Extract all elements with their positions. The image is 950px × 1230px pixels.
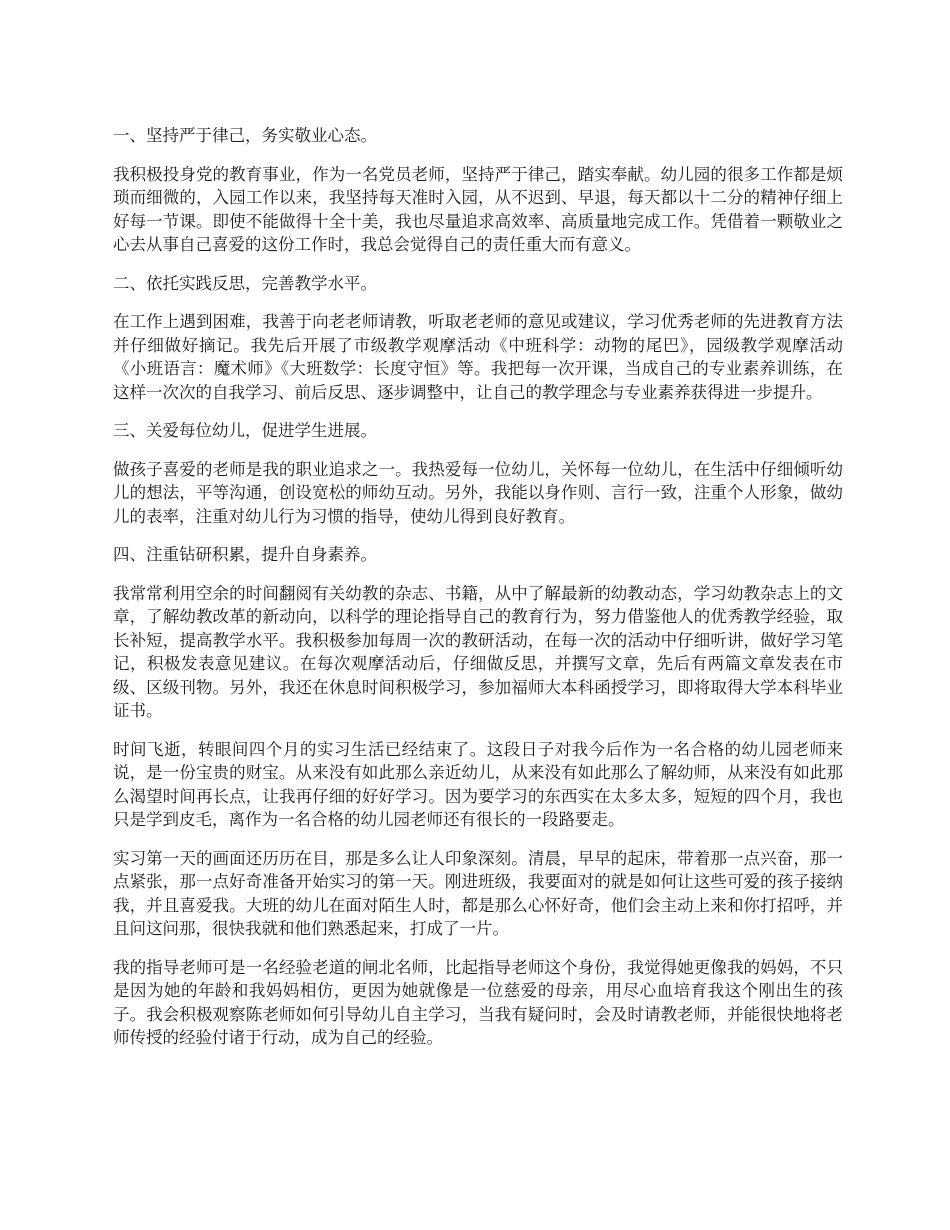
document-body — [113, 124, 843, 1065]
paragraph-first-day: 实习第一天的画面还历历在目，那是多么让人印象深刻。清晨，早早的起床，带着那一点兴奋，那一点紧张，那一点好奇准备开始实习的第一天。刚进班级，我要面对的就是如何让这些可爱的孩子接纳我，并且喜爱我。大班的幼儿在面对陌生人时，都是那么心怀好奇，他们会主动上来和你打招呼，并且问这问那，很快我就和他们熟悉起来，打成了一片。 — [113, 848, 843, 938]
section-heading-3: 三、关爱每位幼儿，促进学生进展。 — [113, 421, 377, 440]
section-heading-1: 一、坚持严于律己，务实敬业心态。 — [113, 126, 377, 145]
section-heading-2: 二、依托实践反思，完善教学水平。 — [113, 273, 377, 293]
paragraph-self-study: 我常常利用空余的时间翻阅有关幼教的杂志、书籍，从中了解最新的幼教动态，学习幼教杂志上的文章，了解幼教改革的新动向，以科学的理论指导自己的教育行为，努力借鉴他人的优秀教学经验，取长补短，提高教学水平。我积极参加每周一次的教研活动，在每一次的活动中仔细听讲，做好学习笔记，积极发表意见建议。在每次观摩活动后，仔细做反思，并撰写文章，先后有两篇文章发表在市级、区级刊物。另外，我还在休息时间积极学习，参加福师大本科函授学习，即将取得大学本科毕业证书。 — [113, 583, 843, 720]
paragraph-internship-end: 时间飞逝，转眼间四个月的实习生活已经结束了。这段日子对我今后作为一名合格的幼儿园老师来说，是一份宝贵的财宝。从来没有如此那么亲近幼儿，从来没有如此那么了解幼师，从来没有如此那么渴望时间再长点，让我再仔细的好好学习。因为要学习的东西实在太多太多，短短的四个月，我也只是学到皮毛，离作为一名合格的幼儿园老师还有很长的一段路要走。 — [113, 739, 843, 829]
paragraph-mentor: 我的指导老师可是一名经验老道的闸北名师，比起指导老师这个身份，我觉得她更像我的妈妈，不只是因为她的年龄和我妈妈相仿，更因为她就像是一位慈爱的母亲，用尽心血培育我这个刚出生的孩子。我会积极观察陈老师如何引导幼儿自主学习，当我有疑问时，会及时请教老师，并能很快地将老师传授的经验付诸于行动，成为自己的经验。 — [113, 957, 843, 1047]
paragraph-caring-children: 做孩子喜爱的老师是我的职业追求之一。我热爱每一位幼儿，关怀每一位幼儿，在生活中仔细倾听幼儿的想法，平等沟通，创设宽松的师幼互动。另外，我能以身作则、言行一致，注重个人形象，做幼儿的表率，注重对幼儿行为习惯的指导，使幼儿得到良好教育。 — [113, 459, 843, 526]
paragraph-dedication: 我积极投身党的教育事业，作为一名党员老师，坚持严于律己，踏实奉献。幼儿园的很多工作都是烦琐而细微的，入园工作以来，我坚持每天准时入园，从不迟到、早退，每天都以十二分的精神仔细上好每一节课。即使不能做得十全十美，我也尽量追求高效率、高质量地完成工作。凭借着一颗敬业之心去从事自己喜爱的这份工作时，我总会觉得自己的责任重大而有意义。 — [113, 164, 843, 254]
paragraph-teaching-practice: 在工作上遇到困难，我善于向老老师请教，听取老老师的意见或建议，学习优秀老师的先进教育方法并仔细做好摘记。我先后开展了市级教学观摩活动《中班科学：动物的尾巴》，园级教学观摩活动《小班语言：魔术师》《大班数学：长度守恒》等。我把每一次开课，当成自己的专业素养训练，在这样一次次的自我学习、前后反思、逐步调整中，让自己的教学理念与专业素养获得进一步提升。 — [113, 312, 843, 402]
section-heading-4: 四、注重钻研积累，提升自身素养。 — [113, 545, 377, 564]
